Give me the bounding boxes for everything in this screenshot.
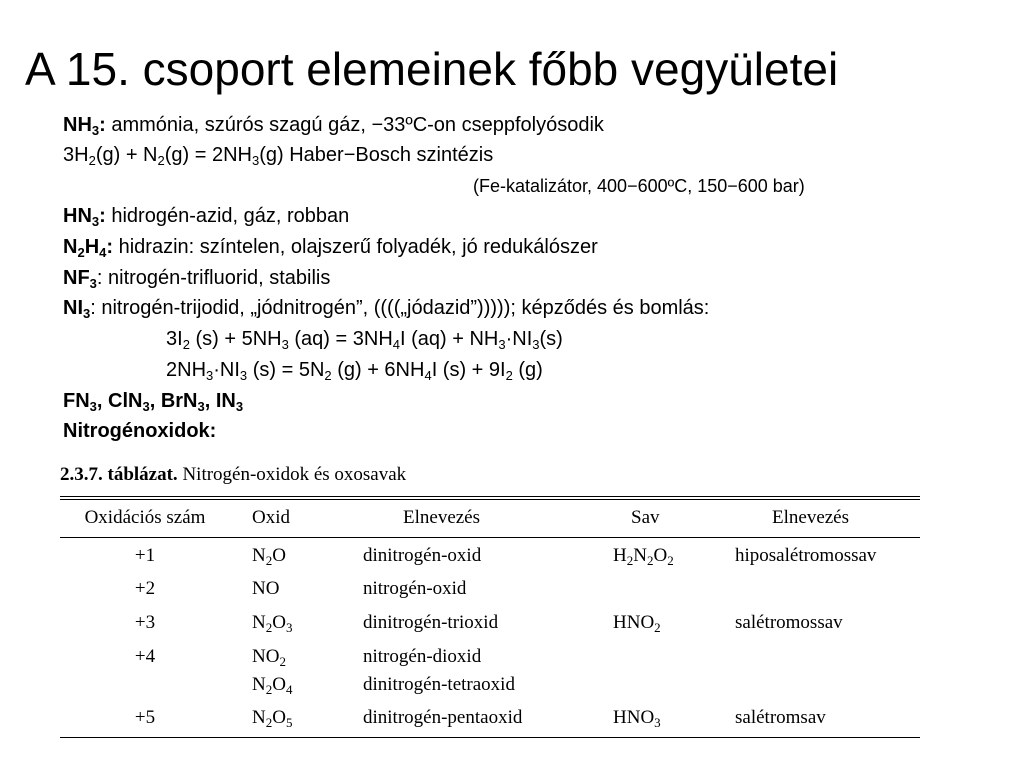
header-oxidation-number: Oxidációs szám	[84, 507, 206, 528]
table-cell-oxidation: +5	[134, 707, 156, 728]
hn3-line	[63, 203, 349, 229]
header-oxide: Oxid	[252, 507, 290, 528]
slide-title: A 15. csoport elemeinek főbb vegyületei	[25, 43, 839, 95]
table-cell-oxide: NO	[252, 578, 280, 599]
ni3-formation-equation: $3I_2$ $(s) + 5NH_3$ $(aq) = 3NH_4I$ $(aq) + NH_3\cdot NI_3(s)$	[166, 328, 563, 352]
table-header-rule	[60, 537, 920, 538]
n2h4-line	[63, 234, 598, 260]
table-cell-oxidation: +2	[134, 578, 156, 599]
table-cell-acid-name: salétromsav	[735, 707, 826, 728]
table-cell-oxide-name: nitrogén-oxid	[363, 578, 467, 599]
table-cell-acid: $HNO_2$	[613, 612, 661, 635]
ni3-line	[63, 295, 709, 321]
haber-bosch-equation: $3H_2(g) + N_2(g) = 2NH_3(g)$ Haber−Bosch szintézis	[63, 144, 494, 168]
table-caption: 2.3.7. táblázat. Nitrogén-oxidok és oxosavak	[60, 464, 407, 485]
table-cell-oxide-name: dinitrogén-oxid	[363, 545, 482, 566]
table-cell-oxidation: +4	[134, 646, 156, 667]
table-cell-acid-name: hiposalétromossav	[735, 545, 877, 566]
table-cell-oxide: $N_2O_4$	[252, 674, 293, 697]
haber-bosch-conditions: (Fe-katalizátor, 400−600ºC, 150−600 bar)	[473, 176, 805, 196]
table-top-rule	[60, 496, 920, 497]
nh3-description: ammónia, szúrós szagú gáz, −33ºC-on cseppfolyósodik	[105, 114, 604, 136]
table-cell-acid: $H_2N_2O_2$	[613, 545, 674, 568]
table-cell-oxide-name: dinitrogén-trioxid	[363, 612, 499, 633]
table-cell-oxide: $N_2O$	[252, 545, 286, 568]
n2h4-formula: $N_2H_4$:	[63, 236, 114, 260]
header-acid-name: Elnevezés	[772, 507, 850, 528]
table-cell-oxide: $N_2O_3$	[252, 612, 293, 635]
ni3-description: : nitrogén-trijodid, „jódnitrogén”, ((((„jódazid”))))); képződés és bomlás:	[90, 297, 710, 319]
table-bottom-rule	[60, 737, 920, 738]
nh3-formula: $NH_3$:	[63, 114, 106, 138]
hn3-formula: $HN_3$:	[63, 205, 106, 229]
table-top-rule-2	[60, 499, 920, 500]
table-cell-acid: $HNO_3$	[613, 707, 661, 730]
n2h4-description: hidrazin: színtelen, olajszerű folyadék, jó redukálószer	[113, 236, 598, 258]
table-cell-oxidation: +3	[134, 612, 156, 633]
nh3-line	[63, 112, 604, 138]
table-cell-oxide: $NO_2$	[252, 646, 286, 669]
nf3-formula: $NF_3$	[63, 267, 97, 291]
nitrogen-oxides-heading: Nitrogénoxidok:	[63, 420, 217, 442]
table-cell-acid-name: salétromossav	[735, 612, 843, 633]
nf3-line	[63, 265, 330, 291]
table-cell-oxide: $N_2O_5$	[252, 707, 293, 730]
nitrogen-trihalides: $FN_3$, ClN$_3$, BrN$_3$, $IN_3$	[63, 390, 244, 414]
hn3-description: hidrogén-azid, gáz, robban	[105, 205, 350, 227]
ni3-formula: $NI_3$	[63, 297, 91, 321]
header-acid: Sav	[631, 507, 660, 528]
table-cell-oxide-name: nitrogén-dioxid	[363, 646, 482, 667]
table-cell-oxidation: +1	[134, 545, 156, 566]
table-cell-oxide-name: dinitrogén-pentaoxid	[363, 707, 523, 728]
nf3-description: : nitrogén-trifluorid, stabilis	[96, 267, 331, 289]
table-cell-oxide-name: dinitrogén-tetraoxid	[363, 674, 515, 695]
ni3-decomposition-equation: $2NH_3\cdot NI_3$ $(s) = 5N_2$ $(g) + 6NH_4I$ $(s) + 9I_2$ (g)	[166, 359, 543, 383]
header-oxide-name: Elnevezés	[403, 507, 481, 528]
